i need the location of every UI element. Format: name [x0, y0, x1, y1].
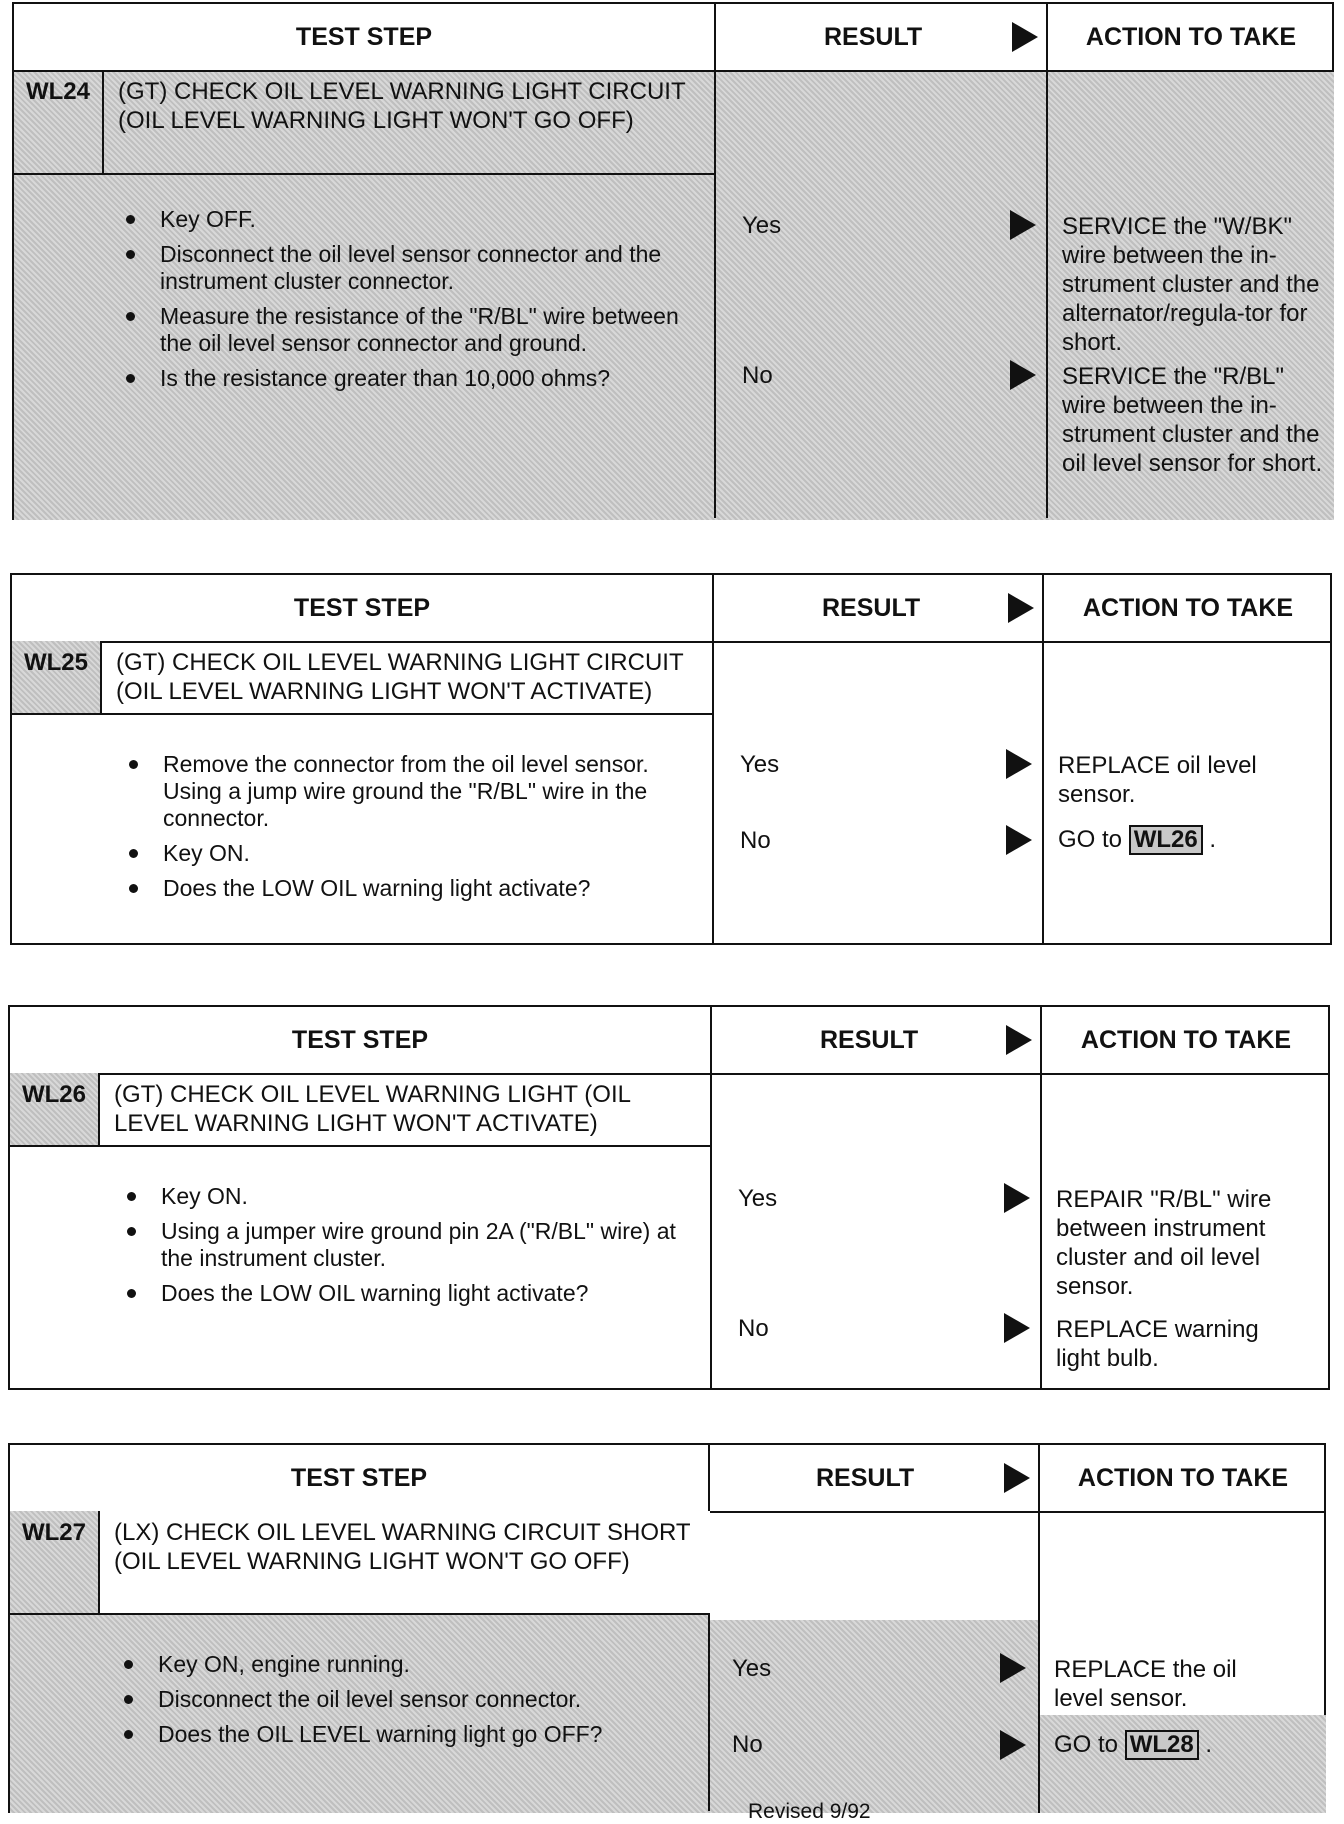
goto-wl28-link[interactable]: WL28	[1125, 1730, 1199, 1760]
table-header	[10, 1445, 1324, 1513]
result-arrow-icon	[1004, 1183, 1030, 1213]
header-arrow-icon	[1008, 593, 1034, 623]
column-divider	[710, 1007, 712, 1388]
header-arrow-icon	[1012, 22, 1038, 52]
test-step-wl25	[10, 573, 1332, 945]
step-id: WL26	[10, 1073, 100, 1147]
revision-note: Revised 9/92	[748, 1800, 871, 1823]
column-divider	[1046, 4, 1048, 518]
column-divider	[1040, 1007, 1042, 1388]
header-result: RESULT	[822, 594, 921, 622]
list-item: Disconnect the oil level sensor connector.	[122, 1686, 697, 1713]
header-test-step: TEST STEP	[295, 23, 433, 51]
list-item: Does the OIL LEVEL warning light go OFF?	[122, 1721, 697, 1748]
step-title: (LX) CHECK OIL LEVEL WARNING CIRCUIT SHORT (OIL LEVEL WARNING LIGHT WON'T GO OFF)	[100, 1511, 710, 1615]
header-action: ACTION TO TAKE	[1082, 594, 1294, 622]
step-bullets	[125, 1183, 700, 1315]
header-action: ACTION TO TAKE	[1085, 23, 1297, 51]
goto-prefix: GO to	[1054, 1731, 1119, 1758]
result-arrow-icon	[1000, 1653, 1026, 1683]
header-result: RESULT	[824, 23, 923, 51]
header-test-step: TEST STEP	[290, 1464, 428, 1492]
table-header	[14, 4, 1332, 72]
step-bullets	[127, 751, 702, 910]
header-action: ACTION TO TAKE	[1080, 1026, 1292, 1054]
step-title: (GT) CHECK OIL LEVEL WARNING LIGHT CIRCUIT (OIL LEVEL WARNING LIGHT WON'T GO OFF)	[104, 70, 716, 175]
table-header	[10, 1007, 1328, 1075]
step-bullets	[122, 1651, 697, 1756]
result-yes: Yes	[742, 212, 782, 239]
result-arrow-icon	[1006, 749, 1032, 779]
header-action: ACTION TO TAKE	[1077, 1464, 1289, 1492]
test-step-wl27	[8, 1443, 1326, 1813]
list-item: Does the LOW OIL warning light activate?	[127, 875, 702, 902]
action-yes: REPLACE the oil level sensor.	[1054, 1656, 1237, 1712]
header-result: RESULT	[816, 1464, 915, 1492]
test-step-wl26	[8, 1005, 1330, 1390]
list-item: Key ON, engine running.	[122, 1651, 697, 1678]
header-result: RESULT	[820, 1026, 919, 1054]
step-bullets	[124, 206, 704, 400]
goto-prefix: GO to	[1058, 826, 1123, 853]
column-divider	[1038, 1445, 1040, 1811]
list-item: Disconnect the oil level sensor connector and the instrument cluster connector.	[124, 241, 704, 295]
goto-suffix: .	[1205, 1731, 1213, 1758]
header-test-step: TEST STEP	[291, 1026, 429, 1054]
result-shading	[710, 1620, 1038, 1813]
result-yes: Yes	[738, 1185, 778, 1212]
result-arrow-icon	[1010, 210, 1036, 240]
list-item: Measure the resistance of the "R/BL" wire between the oil level sensor connector and ground.	[124, 303, 704, 357]
column-divider	[708, 1445, 710, 1811]
list-item: Key ON.	[127, 840, 702, 867]
step-title: (GT) CHECK OIL LEVEL WARNING LIGHT (OIL LEVEL WARNING LIGHT WON'T ACTIVATE)	[100, 1073, 712, 1147]
step-title: (GT) CHECK OIL LEVEL WARNING LIGHT CIRCUIT (OIL LEVEL WARNING LIGHT WON'T ACTIVATE)	[102, 641, 714, 715]
result-yes: Yes	[740, 751, 780, 778]
step-id: WL25	[12, 641, 102, 715]
goto-wl26-link[interactable]: WL26	[1129, 825, 1203, 855]
test-step-wl24	[12, 2, 1334, 520]
table-header	[12, 575, 1330, 643]
result-no: No	[732, 1731, 763, 1758]
list-item: Key OFF.	[124, 206, 704, 233]
action-no: REPLACE warning light bulb.	[1056, 1316, 1259, 1372]
header-arrow-icon	[1004, 1463, 1030, 1493]
list-item: Key ON.	[125, 1183, 700, 1210]
result-yes: Yes	[732, 1655, 772, 1682]
action-no	[1058, 825, 1318, 855]
header-test-step: TEST STEP	[293, 594, 431, 622]
step-id: WL24	[14, 70, 104, 175]
action-no: SERVICE the "R/BL" wire between the in-strument cluster and the oil level sensor for short.	[1062, 363, 1323, 477]
result-arrow-icon	[1004, 1313, 1030, 1343]
column-divider	[1042, 575, 1044, 943]
result-no: No	[738, 1315, 769, 1342]
action-no	[1054, 1730, 1314, 1760]
result-arrow-icon	[1010, 360, 1036, 390]
header-arrow-icon	[1006, 1025, 1032, 1055]
column-divider	[712, 575, 714, 943]
result-arrow-icon	[1006, 825, 1032, 855]
result-no: No	[740, 827, 771, 854]
action-yes: SERVICE the "W/BK" wire between the in-strument cluster and the alternator/regula-tor for short.	[1062, 213, 1320, 356]
result-no: No	[742, 362, 773, 389]
result-arrow-icon	[1000, 1730, 1026, 1760]
action-yes: REPAIR "R/BL" wire between instrument cluster and oil level sensor.	[1056, 1186, 1272, 1300]
list-item: Remove the connector from the oil level sensor. Using a jump wire ground the "R/BL" wire in the connector.	[127, 751, 702, 832]
list-item: Does the LOW OIL warning light activate?	[125, 1280, 700, 1307]
action-yes: REPLACE oil level sensor.	[1058, 752, 1257, 808]
list-item: Using a jumper wire ground pin 2A ("R/BL" wire) at the instrument cluster.	[125, 1218, 700, 1272]
step-id: WL27	[10, 1511, 100, 1615]
goto-suffix: .	[1209, 826, 1217, 853]
list-item: Is the resistance greater than 10,000 ohms?	[124, 365, 704, 392]
